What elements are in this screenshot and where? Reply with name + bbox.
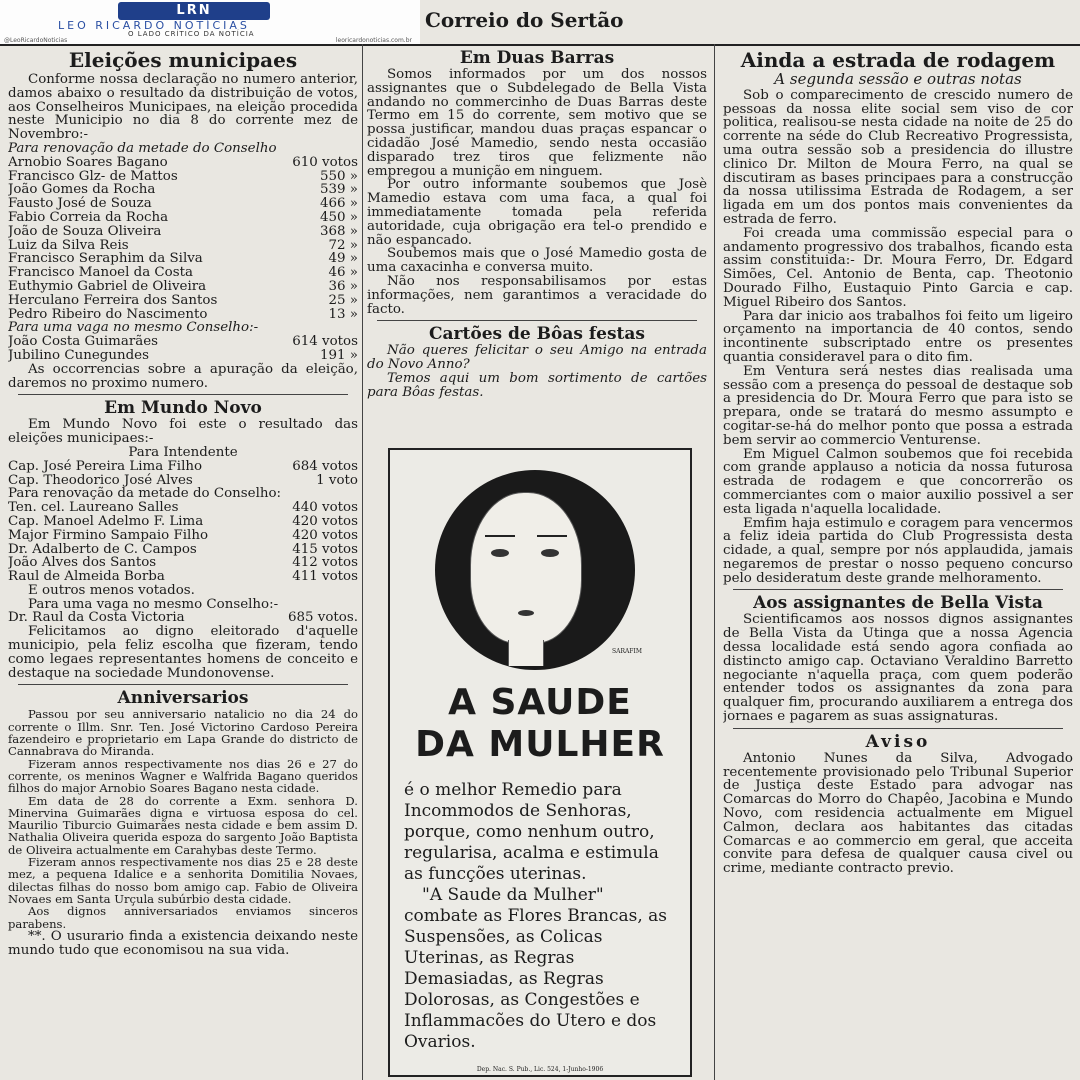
vote-row xyxy=(8,170,358,184)
vote-row xyxy=(8,556,358,570)
subheading: Para Intendente xyxy=(128,444,238,460)
subheading: Para uma vaga no mesmo Conselho:- xyxy=(28,596,279,612)
brand-badge: LRN xyxy=(118,2,270,20)
vote-row xyxy=(8,474,358,488)
eyebrow xyxy=(485,535,515,537)
vote-row xyxy=(8,515,358,529)
ad-title xyxy=(390,682,690,766)
candidate-name: Fabio Correia da Rocha xyxy=(8,209,169,225)
candidate-name: João de Souza Oliveira xyxy=(8,223,162,239)
article-title: Aviso xyxy=(865,731,931,752)
vote-row xyxy=(8,280,358,294)
vote-row xyxy=(8,294,358,308)
candidate-name: João Costa Guimarães xyxy=(8,334,158,350)
column-divider xyxy=(714,44,715,1080)
candidate-name: Francisco Manoel da Costa xyxy=(8,265,193,281)
brand-name: LEO RICARDO NOTÍCIAS xyxy=(58,19,250,32)
paragraph: E outros menos votados. xyxy=(28,582,195,598)
candidate-name: Cap. Theodorico José Alves xyxy=(8,472,193,488)
paragraph: Não nos responsabilisamos por estas informações, nem garantimos a veracidade do facto. xyxy=(367,273,707,317)
divider xyxy=(18,684,348,685)
vote-row xyxy=(8,335,358,349)
ad-title-line: DA MULHER xyxy=(415,724,665,765)
vote-count: 420 votos xyxy=(292,527,358,543)
divider xyxy=(733,589,1063,590)
site-logo xyxy=(0,0,420,45)
vote-row xyxy=(8,501,358,515)
social-handle: @LeoRicardoNoticias xyxy=(4,37,68,44)
candidate-name: Cap. José Pereira Lima Filho xyxy=(8,458,203,474)
vote-count: 550 » xyxy=(319,168,358,184)
article-title: Em Duas Barras xyxy=(459,48,615,68)
paragraph: Antonio Nunes da Silva, Advogado recentemente provisionado pelo Tribunal Superior de Justiça deste Estado para advogar nas Comarcas do Morro do Chapêo, Jacobina e Mundo Novo, com residencia actualmente em Miguel Calmon, declara aos habitantes das citadas Comarcas e ao commercio em geral, que acceita convite para defesa de qualquer causa civel ou crime, mediante contracto previo. xyxy=(723,750,1073,877)
ad-body xyxy=(404,780,678,1053)
paragraph: Por outro informante soubemos que Josè Mamedio estava com uma faca, a qual foi immediatamente tomada pela referida autoridade, cuja obrigação era tel-o prendido e não espancado. xyxy=(367,177,707,248)
neck xyxy=(508,640,544,666)
paragraph: Somos informados por um dos nossos assignantes que o Subdelegado de Bella Vista andando no commercinho de Duas Barras deste Termo em 15 do corrente, sem motivo que se possa justificar, mandou duas praças espancar o cidadão José Mamedio, sendo nesta occasião disparado trez tiros que felizmente não empregou a munição em ninguem. xyxy=(367,67,707,179)
artist-signature: SARAFIM xyxy=(612,648,642,655)
divider xyxy=(733,728,1063,729)
paragraph: Sob o comparecimento de crescido numero de pessoas da nossa elite social sem viso de cor politica, realisou-se nesta cidade na noite de 25 do corrente na séde do Club Recreativo Progressista, uma outra sessão sob a presidencia do illustre clinico Dr. Milton de Moura Ferro, na qual se discutiram as bases principaes para a construcção da nossa utilissima Estrada de Rodagem, a ser ligada em um dos pontos mais convenientes da estrada de ferro. xyxy=(723,87,1073,227)
vote-count: 13 » xyxy=(328,306,358,322)
ad-title-line: A SAUDE xyxy=(448,682,632,723)
ad-paragraph: "A Saude da Mulher" combate as Flores Brancas, as Suspensões, as Colicas Uterinas, as Regras Demasiadas, as Regras Dolorosas, as Congestões e Inflammacões do Utero e dos Ovarios. xyxy=(404,885,667,1052)
candidate-name: Ten. cel. Laureano Salles xyxy=(8,500,179,516)
subheading: Para renovação da metade do Conselho: xyxy=(8,486,282,502)
divider xyxy=(18,394,348,395)
ad-license: Dep. Nac. S. Pub., Lic. 524, 1-Junho-1906 xyxy=(476,1066,604,1073)
paragraph: Conforme nossa declaração no numero anterior, damos abaixo o resultado da distribuição de votos, aos Conselheiros Municipaes, na eleição procedida neste Municipio no dia 8 do corrente mez de Novembro:- xyxy=(8,72,358,143)
vote-list xyxy=(8,501,358,584)
brand-slogan: O LADO CRÍTICO DA NOTÍCIA xyxy=(128,30,255,38)
vote-count: 49 » xyxy=(328,251,358,267)
candidate-name: Major Firmino Sampaio Filho xyxy=(8,527,209,543)
candidate-name: Fausto José de Souza xyxy=(8,196,152,212)
eyebrow xyxy=(537,535,567,537)
vote-count: 415 votos xyxy=(292,541,358,557)
candidate-name: João Alves dos Santos xyxy=(8,555,157,571)
ad-paragraph: é o melhor Remedio para Incommodos de Senhoras, porque, como nenhum outro, regularisa, acalma e estimula as funcções uterinas. xyxy=(404,780,659,884)
vote-row xyxy=(8,183,358,197)
vote-count: 539 » xyxy=(319,182,358,198)
vote-count: 420 votos xyxy=(292,513,358,529)
vote-count: 684 votos xyxy=(292,458,358,474)
vote-row xyxy=(8,611,358,625)
newspaper-masthead: Correio do Sertão xyxy=(425,8,624,32)
vote-count: 46 » xyxy=(328,265,358,281)
candidate-name: Cap. Manoel Adelmo F. Lima xyxy=(8,513,204,529)
subheading: Para renovação da metade do Conselho xyxy=(8,140,277,156)
paragraph: Em Miguel Calmon soubemos que foi recebida com grande applauso a noticia da nossa futurosa estrada de rodagem e que concorrerão os commerciantes com o maior auxilio possivel a ser esta ligada n'aquella localidade. xyxy=(723,446,1073,517)
divider xyxy=(377,320,697,321)
vote-row xyxy=(8,570,358,584)
article-title: Cartões de Bôas festas xyxy=(429,324,645,345)
vote-list xyxy=(8,460,358,488)
paragraph: Aos dignos anniversariados enviamos sinceros parabens. xyxy=(8,904,358,931)
article-title: Aos assignantes de Bella Vista xyxy=(753,593,1043,614)
article-subtitle: A segunda sessão e outras notas xyxy=(774,70,1022,88)
vote-count: 412 votos xyxy=(292,555,358,571)
vote-count: 411 votos xyxy=(292,569,358,585)
candidate-name: Pedro Ribeiro do Nascimento xyxy=(8,306,208,322)
vote-list xyxy=(8,335,358,363)
subheading: Para uma vaga no mesmo Conselho:- xyxy=(8,320,259,336)
vote-row xyxy=(8,225,358,239)
vote-row xyxy=(8,349,358,363)
candidate-name: Dr. Raul da Costa Victoria xyxy=(8,610,185,626)
vote-row xyxy=(8,460,358,474)
paragraph: Em Ventura será nestes dias realisada uma sessão com a presença do pessoal de destaque sob a presidencia do Dr. Moura Ferro que para isto se prepara, onde se tratará do mesmo assumpto e cogitar-se-há do melhor ponto que possa a estrada bem servir ao commercio Venturense. xyxy=(723,363,1073,448)
vote-list xyxy=(8,156,358,322)
vote-count: 36 » xyxy=(328,278,358,294)
paragraph: Em Mundo Novo foi este o resultado das eleições municipaes:- xyxy=(8,417,358,447)
column-middle xyxy=(367,46,707,446)
vote-count: 466 » xyxy=(319,196,358,212)
paragraph: Temos aqui um bom sortimento de cartões para Bôas festas. xyxy=(367,370,707,400)
article-title: Em Mundo Novo xyxy=(104,398,262,419)
face-oval xyxy=(470,492,582,644)
article-title: Anniversarios xyxy=(117,688,249,709)
paragraph: Emfim haja estimulo e coragem para vencermos a feliz ideia partida do Club Progressista desta cidade, a qual, sempre por nós applaudida, jamais negaremos de prestar o nosso pequeno concurso pelo desideratum deste grande melhoramento. xyxy=(723,515,1073,586)
vote-row xyxy=(8,308,358,322)
advertisement xyxy=(388,448,692,1077)
candidate-name: Francisco Seraphim da Silva xyxy=(8,251,203,267)
vote-count: 610 votos xyxy=(292,154,358,170)
site-url: leoricardonoticias.com.br xyxy=(335,37,412,44)
vote-count: 685 votos. xyxy=(287,610,358,626)
vote-row xyxy=(8,197,358,211)
vote-count: 440 votos xyxy=(292,500,358,516)
mouth xyxy=(518,610,534,616)
paragraph: Passou por seu anniversario natalicio no dia 24 do corrente o Illm. Snr. Ten. José Victorino Cardoso Pereira fazendeiro e proprietario em Lapa Grande do districto de Cannabrava do Miranda. xyxy=(8,707,358,759)
vote-row xyxy=(8,239,358,253)
candidate-name: Dr. Adalberto de C. Campos xyxy=(8,541,197,557)
column-left xyxy=(8,46,358,1078)
candidate-name: Arnobio Soares Bagano xyxy=(8,154,168,170)
paragraph: Em data de 28 do corrente a Exm. senhora D. Minervina Guimarães digna e virtuosa esposa do cel. Maurilio Tiburcio Guimarães nesta cidade e bem assim D. Nathalia Oliveira querida espoza do sargento João Baptista de Oliveira actualmente em Carahybas deste Termo. xyxy=(8,793,358,857)
paragraph: Scientificamos aos nossos dignos assignantes de Bella Vista da Utinga que a nossa Agencia dessa localidade está sendo agora confiada ao distincto amigo cap. Octaviano Veraldino Barretto negociante n'aquella praça, com quem poderão entender todos os assignantes da zona para qualquer fim, procurando auxiliarem a entrega dos jornaes e pagarem as suas assignaturas. xyxy=(723,612,1073,725)
column-right xyxy=(723,46,1073,1078)
paragraph: Fizeram annos respectivamente nos dias 25 e 28 deste mez, a pequena Idalice e a senhorita Domitilia Novaes, dilectas filhas do nosso bom amigo cap. Fabio de Oliveira Novaes em Santa Urçula subúrbio desta cidade. xyxy=(8,855,358,906)
paragraph: Para dar inicio aos trabalhos foi feito um ligeiro orçamento na importancia de 40 contos, sendo incontinente subscriptado entre os presentes quantia consideravel para o dito fim. xyxy=(723,308,1073,365)
paragraph: Felicitamos ao digno eleitorado d'aquelle municipio, pela feliz escolha que fizeram, tendo como legaes representantes homens de conceito e destaque na sociedade Mundonovense. xyxy=(8,624,358,681)
vote-row xyxy=(8,543,358,557)
vote-count: 450 » xyxy=(319,209,358,225)
vote-row xyxy=(8,211,358,225)
vote-count: 368 » xyxy=(319,223,358,239)
vote-count: 1 voto xyxy=(316,472,358,488)
vote-row xyxy=(8,266,358,280)
eye xyxy=(491,549,509,557)
candidate-name: Jubilino Cunegundes xyxy=(8,347,149,363)
candidate-name: Euthymio Gabriel de Oliveira xyxy=(8,278,207,294)
vote-count: 191 » xyxy=(319,347,358,363)
paragraph: Foi creada uma commissão especial para o andamento progressivo dos trabalhos, ficando esta assim constituida:- Dr. Moura Ferro, Dr. Edgard Simões, Cel. Antonio de Benta, cap. Theotonio Dourado Filho, Eustaquio Pinto Garcia e cap. Miguel Ribeiro dos Santos. xyxy=(723,225,1073,310)
vote-row xyxy=(8,252,358,266)
candidate-name: João Gomes da Rocha xyxy=(8,182,156,198)
eye xyxy=(541,549,559,557)
paragraph: Não queres felicitar o seu Amigo na entrada do Novo Anno? xyxy=(367,343,707,373)
vote-row xyxy=(8,156,358,170)
paragraph: Soubemos mais que o José Mamedio gosta de uma caxacinha e conversa muito. xyxy=(367,246,707,276)
vote-count: 25 » xyxy=(328,292,358,308)
candidate-name: Luiz da Silva Reis xyxy=(8,237,129,253)
paragraph: Fizeram annos respectivamente nos dias 26 e 27 do corrente, os meninos Wagner e Walfrida Bagano queridos filhos do major Arnobio Soares Bagano nesta cidade. xyxy=(8,756,358,796)
candidate-name: Herculano Ferreira dos Santos xyxy=(8,292,218,308)
candidate-name: Raul de Almeida Borba xyxy=(8,569,165,585)
vote-count: 614 votos xyxy=(292,334,358,350)
article-title: Eleições municipaes xyxy=(68,48,298,72)
vote-row xyxy=(8,529,358,543)
column-divider xyxy=(362,44,363,1080)
vote-count: 72 » xyxy=(328,237,358,253)
paragraph: **. O usurario finda a existencia deixando neste mundo tudo que economisou na sua vida. xyxy=(8,928,358,958)
candidate-name: Francisco Glz- de Mattos xyxy=(8,168,178,184)
paragraph: As occorrencias sobre a apuração da eleição, daremos no proximo numero. xyxy=(8,361,358,391)
article-title: Ainda a estrada de rodagem xyxy=(740,48,1056,72)
